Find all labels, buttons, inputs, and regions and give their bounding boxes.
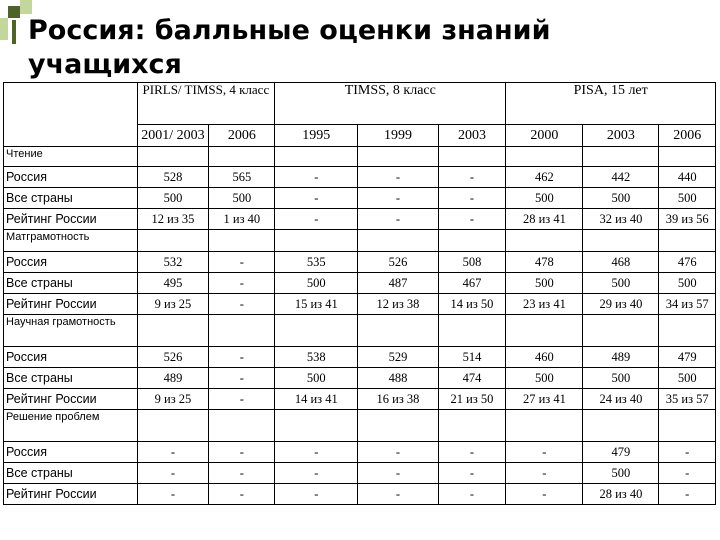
section-title: Решение проблем [4,410,138,442]
row-label: Все страны [4,463,138,484]
row-label: Рейтинг России [4,389,138,410]
value-cell: 474 [438,368,506,389]
value-cell: 500 [209,188,275,209]
value-cell: - [209,347,275,368]
value-cell: - [209,463,275,484]
value-cell: 489 [137,368,209,389]
value-cell: - [506,463,583,484]
value-cell: 500 [275,368,358,389]
value-cell: 35 из 57 [659,389,716,410]
table-row [4,463,716,484]
value-cell: 28 из 41 [506,209,583,230]
table-row [4,273,716,294]
value-cell: 532 [137,252,209,273]
empty-cell [275,315,358,347]
table-row [4,188,716,209]
group-header-pisa: PISA, 15 лет [506,83,716,125]
value-cell: - [659,463,716,484]
empty-cell [209,315,275,347]
value-cell: 440 [659,167,716,188]
value-cell: 27 из 41 [506,389,583,410]
page-title: Россия: балльные оценки знаний учащихся [28,15,551,80]
empty-cell [209,147,275,167]
row-label: Рейтинг России [4,209,138,230]
value-cell: 508 [438,252,506,273]
value-cell: 462 [506,167,583,188]
value-cell: - [209,273,275,294]
value-cell: - [438,209,506,230]
year-header: 2000 [506,125,583,147]
empty-cell [358,230,438,252]
empty-cell [659,315,716,347]
value-cell: 32 из 40 [583,209,659,230]
empty-cell [659,230,716,252]
value-cell: 528 [137,167,209,188]
value-cell: 500 [506,188,583,209]
row-label: Рейтинг России [4,294,138,315]
value-cell: 16 из 38 [358,389,438,410]
row-label: Россия [4,347,138,368]
table-row [4,167,716,188]
empty-cell [506,410,583,442]
group-header-pirls-timss: PIRLS/ TIMSS, 4 класс [137,83,275,125]
empty-cell [438,315,506,347]
value-cell: - [506,442,583,463]
empty-cell [506,315,583,347]
value-cell: 14 из 41 [275,389,358,410]
empty-cell [583,147,659,167]
value-cell: - [438,463,506,484]
value-cell: 478 [506,252,583,273]
table-row [4,484,716,505]
value-cell: 468 [583,252,659,273]
empty-cell [209,230,275,252]
value-cell: 29 из 40 [583,294,659,315]
value-cell: 500 [506,368,583,389]
value-cell: 495 [137,273,209,294]
value-cell: 39 из 56 [659,209,716,230]
value-cell: - [659,484,716,505]
value-cell: 12 из 38 [358,294,438,315]
row-label: Россия [4,167,138,188]
value-cell: - [358,463,438,484]
value-cell: 15 из 41 [275,294,358,315]
empty-cell [137,410,209,442]
value-cell: 489 [583,347,659,368]
value-cell: - [438,167,506,188]
empty-cell [438,230,506,252]
section-row [4,410,716,442]
row-label: Все страны [4,188,138,209]
value-cell: 467 [438,273,506,294]
value-cell: - [358,484,438,505]
value-cell: - [358,209,438,230]
row-label: Россия [4,442,138,463]
section-row [4,315,716,347]
value-cell: - [275,442,358,463]
value-cell: 500 [583,463,659,484]
value-cell: 500 [659,188,716,209]
value-cell: 21 из 50 [438,389,506,410]
empty-cell [275,230,358,252]
value-cell: - [438,188,506,209]
table-row [4,368,716,389]
table-row [4,442,716,463]
year-header: 1995 [275,125,358,147]
table-row [4,209,716,230]
value-cell: - [137,463,209,484]
table-row [4,389,716,410]
section-title: Чтение [4,147,138,167]
empty-cell [583,410,659,442]
year-header: 2003 [438,125,506,147]
value-cell: - [275,167,358,188]
table-row [4,347,716,368]
results-table [3,82,716,505]
year-header: 2006 [209,125,275,147]
value-cell: 500 [275,273,358,294]
group-header-timss-8: TIMSS, 8 класс [275,83,506,125]
year-header: 2003 [583,125,659,147]
value-cell: 535 [275,252,358,273]
value-cell: - [506,484,583,505]
row-label: Россия [4,252,138,273]
empty-cell [583,230,659,252]
value-cell: 565 [209,167,275,188]
value-cell: - [358,188,438,209]
value-cell: 34 из 57 [659,294,716,315]
value-cell: - [209,442,275,463]
header-row-years [4,125,716,147]
row-label: Все страны [4,273,138,294]
value-cell: 479 [659,347,716,368]
value-cell: 500 [583,188,659,209]
value-cell: - [275,463,358,484]
section-row [4,147,716,167]
empty-cell [209,410,275,442]
value-cell: 526 [358,252,438,273]
value-cell: 24 из 40 [583,389,659,410]
value-cell: 14 из 50 [438,294,506,315]
value-cell: - [275,484,358,505]
value-cell: 487 [358,273,438,294]
header-corner-cell-lower [4,125,138,147]
empty-cell [358,315,438,347]
header-row-groups [4,83,716,125]
section-title: Научная грамотность [4,315,138,347]
value-cell: - [438,442,506,463]
value-cell: 12 из 35 [137,209,209,230]
empty-cell [659,410,716,442]
value-cell: - [358,167,438,188]
value-cell: 500 [659,273,716,294]
empty-cell [506,230,583,252]
value-cell: 460 [506,347,583,368]
value-cell: - [209,252,275,273]
empty-cell [583,315,659,347]
value-cell: - [438,484,506,505]
value-cell: - [209,294,275,315]
year-header: 1999 [358,125,438,147]
value-cell: 538 [275,347,358,368]
value-cell: 476 [659,252,716,273]
table-row [4,294,716,315]
value-cell: 500 [506,273,583,294]
value-cell: 514 [438,347,506,368]
value-cell: - [659,442,716,463]
value-cell: - [137,484,209,505]
empty-cell [438,147,506,167]
value-cell: 479 [583,442,659,463]
value-cell: 500 [659,368,716,389]
section-title: Матграмотность [4,230,138,252]
value-cell: 500 [137,188,209,209]
value-cell: 1 из 40 [209,209,275,230]
value-cell: - [209,368,275,389]
empty-cell [438,410,506,442]
value-cell: 9 из 25 [137,389,209,410]
value-cell: - [275,209,358,230]
value-cell: 500 [583,368,659,389]
row-label: Рейтинг России [4,484,138,505]
empty-cell [275,147,358,167]
value-cell: 526 [137,347,209,368]
value-cell: - [209,484,275,505]
value-cell: 500 [583,273,659,294]
value-cell: 23 из 41 [506,294,583,315]
value-cell: - [275,188,358,209]
value-cell: 488 [358,368,438,389]
section-row [4,230,716,252]
value-cell: 529 [358,347,438,368]
table-row [4,252,716,273]
empty-cell [137,315,209,347]
value-cell: - [358,442,438,463]
empty-cell [358,410,438,442]
value-cell: 9 из 25 [137,294,209,315]
year-header: 2006 [659,125,716,147]
year-header: 2001/ 2003 [137,125,209,147]
empty-cell [506,147,583,167]
row-label: Все страны [4,368,138,389]
empty-cell [137,230,209,252]
value-cell: 442 [583,167,659,188]
empty-cell [659,147,716,167]
value-cell: - [209,389,275,410]
value-cell: - [137,442,209,463]
empty-cell [275,410,358,442]
header-corner-cell [4,83,138,125]
empty-cell [358,147,438,167]
value-cell: 28 из 40 [583,484,659,505]
empty-cell [137,147,209,167]
